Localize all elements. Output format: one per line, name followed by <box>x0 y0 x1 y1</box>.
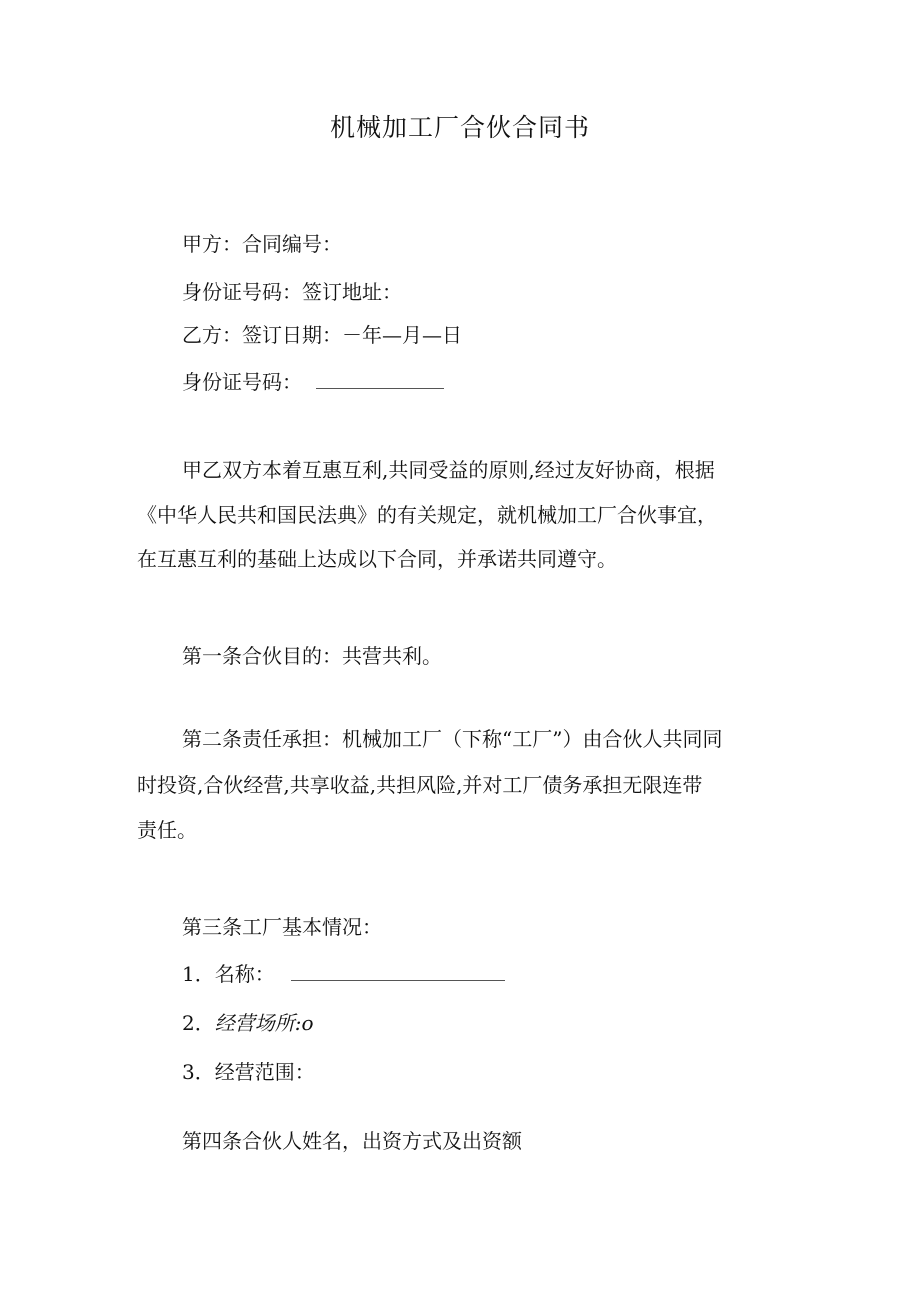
article-3-item-1 <box>182 960 505 988</box>
item-2-prefix: 2． <box>182 1011 215 1035</box>
article-2-line-1: 第二条责任承担：机械加工厂（下称“工厂”）由合伙人共同同 <box>182 727 723 751</box>
article-2-line-2: 时投资,合伙经营,共享收益,共担风险,并对工厂债务承担无限连带 <box>137 773 703 797</box>
field-id-sign-address: 身份证号码：签订地址： <box>182 280 402 304</box>
preamble-line-3: 在互惠互利的基础上达成以下合同，并承诺共同遵守。 <box>137 547 617 571</box>
field-id-number <box>182 368 444 396</box>
preamble-line-1: 甲乙双方本着互惠互利,共同受益的原则,经过友好协商，根据 <box>182 458 715 482</box>
article-4: 第四条合伙人姓名，出资方式及出资额 <box>182 1129 522 1153</box>
id-number-blank-line <box>316 370 444 389</box>
article-1: 第一条合伙目的：共营共利。 <box>182 644 442 668</box>
article-3-item-2 <box>182 1009 314 1037</box>
field-party-a-contract-no: 甲方：合同编号： <box>182 232 342 256</box>
preamble-line-2: 《中华人民共和国民法典》的有关规定，就机械加工厂合伙事宜， <box>137 503 717 527</box>
name-blank-line <box>291 962 505 981</box>
item-1-label: 1．名称： <box>182 962 275 986</box>
field-party-b-sign-date: 乙方：签订日期：－年—月—日 <box>182 323 462 347</box>
article-2-line-3: 责任。 <box>137 818 197 842</box>
article-3-heading: 第三条工厂基本情况： <box>182 915 382 939</box>
document-title: 机械加工厂合伙合同书 <box>329 113 590 142</box>
field-id-number-label: 身份证号码： <box>182 370 302 394</box>
item-2-label: 经营场所:o <box>214 1011 314 1035</box>
article-3-item-3: 3．经营范围： <box>182 1060 315 1084</box>
